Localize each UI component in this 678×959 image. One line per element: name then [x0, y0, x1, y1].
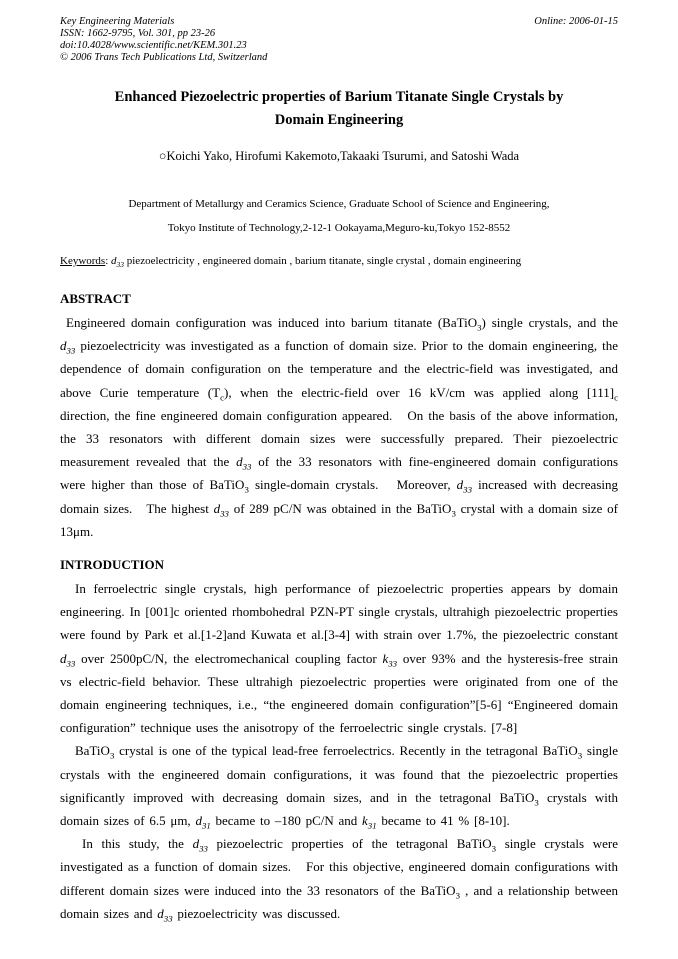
affiliation-line-2: Tokyo Institute of Technology,2-12-1 Ookayama,Meguro-ku,Tokyo 152-8552 — [167, 222, 511, 234]
keywords-label: Keywords — [60, 255, 106, 267]
presenter-circle-icon: ○ — [158, 149, 167, 163]
intro-paragraph-2: BaTiO$_3$ crystal is one of the typical lead-free ferroelectrics. Recently in the tetragonal BaTiO$_3$ single crystals with the engineered domain configurations, it was found that the piezoelectric properties significantly improved with decreasing domain sizes, and in the tetragonal BaTiO$_3$ crystals with domain sizes of 6.5 μm, $d_{31}$ became to –180 pC/N and $k_{31}$ became to 41 % [8-10]. — [60, 743, 618, 831]
introduction-heading: INTRODUCTION — [60, 557, 165, 573]
keywords-text: : $d_{33}$ piezoelectricity , engineered domain , barium titanate, single crystal , domain engineering — [105, 255, 522, 270]
doi-line: doi:10.4028/www.scientific.net/KEM.301.23 — [60, 40, 247, 51]
introduction-section — [60, 557, 618, 925]
abstract-body: Engineered domain configuration was induced into barium titanate (BaTiO$_3$) single crystals, and the $d_{33}$ piezoelectricity was investigated as a function of domain size. Prior to the domain engineering, the dependence of domain configuration on the temperature and the electric-field was investigated, and above Curie temperature $(T_c)$, when the electric-field over 16 kV/cm was applied along $[111]_c$ direction, the fine engineered domain configuration appeared. On the basis of the above information, the 33 resonators with different domain sizes were successfully prepared. Their piezoelectric measurement revealed that the $d_{33}$ of the 33 resonators with fine-engineered domain configurations were higher than those of BaTiO$_3$ single-domain crystals. Moreover, $d_{33}$ increased with decreasing domain sizes. The highest $d_{33}$ of 289 pC/N was obtained in the BaTiO$_3$ crystal with a domain size of 13μm. — [60, 315, 618, 539]
intro-paragraph-1: In ferroelectric single crystals, high performance of piezoelectric properties appears by domain engineering. In [001]c oriented rhombohedral PZN-PT single crystals, ultrahigh piezoelectric properties were found by Park et al.[1-2]and Kuwata et al.[3-4] with strain over 1.7%, the piezoelectric constant $d_{33}$ over 2500pC/N, the electromechanical coupling factor $k_{33}$ over 93% and the hysteresis-free strain vs electric-field behavior. These ultrahigh piezoelectric properties were originated from one of the domain engineering techniques, i.e., “the engineered domain configuration”[5-6] “Engineered domain configuration” technique uses the anisotropy of the ferroelectric single crystals. [7-8] — [60, 581, 618, 736]
publication-info — [60, 16, 267, 64]
authors-line — [60, 148, 618, 164]
paper-title — [60, 86, 618, 132]
paper-title-line-2: Domain Engineering — [274, 112, 404, 128]
online-date: Online: 2006-01-15 — [534, 16, 618, 27]
paper-title-line-1: Enhanced Piezoelectric properties of Barium Titanate Single Crystals by — [114, 89, 564, 105]
page-header — [60, 16, 618, 64]
journal-title: Key Engineering Materials — [60, 16, 175, 27]
abstract-heading: ABSTRACT — [60, 291, 131, 306]
affiliation-line-1: Department of Metallurgy and Ceramics Science, Graduate School of Science and Engineering, — [128, 198, 550, 210]
affiliation — [60, 192, 618, 240]
keywords-line — [60, 254, 618, 269]
abstract-section — [60, 291, 618, 543]
intro-paragraph-3: In this study, the $d_{33}$ piezoelectric properties of the tetragonal BaTiO$_3$ single crystals were investigated as a function of domain sizes. For this objective, engineered domain configurations with different domain sizes were induced into the 33 resonators of the BaTiO$_3$ , and a relationship between domain sizes and $d_{33}$ piezoelectricity was discussed. — [60, 836, 619, 924]
copyright-line: © 2006 Trans Tech Publications Ltd, Switzerland — [60, 52, 268, 63]
authors-text: Koichi Yako, Hirofumi Kakemoto,Takaaki Tsurumi, and Satoshi Wada — [166, 149, 520, 163]
issn-line: ISSN: 1662-9795, Vol. 301, pp 23-26 — [60, 28, 216, 39]
